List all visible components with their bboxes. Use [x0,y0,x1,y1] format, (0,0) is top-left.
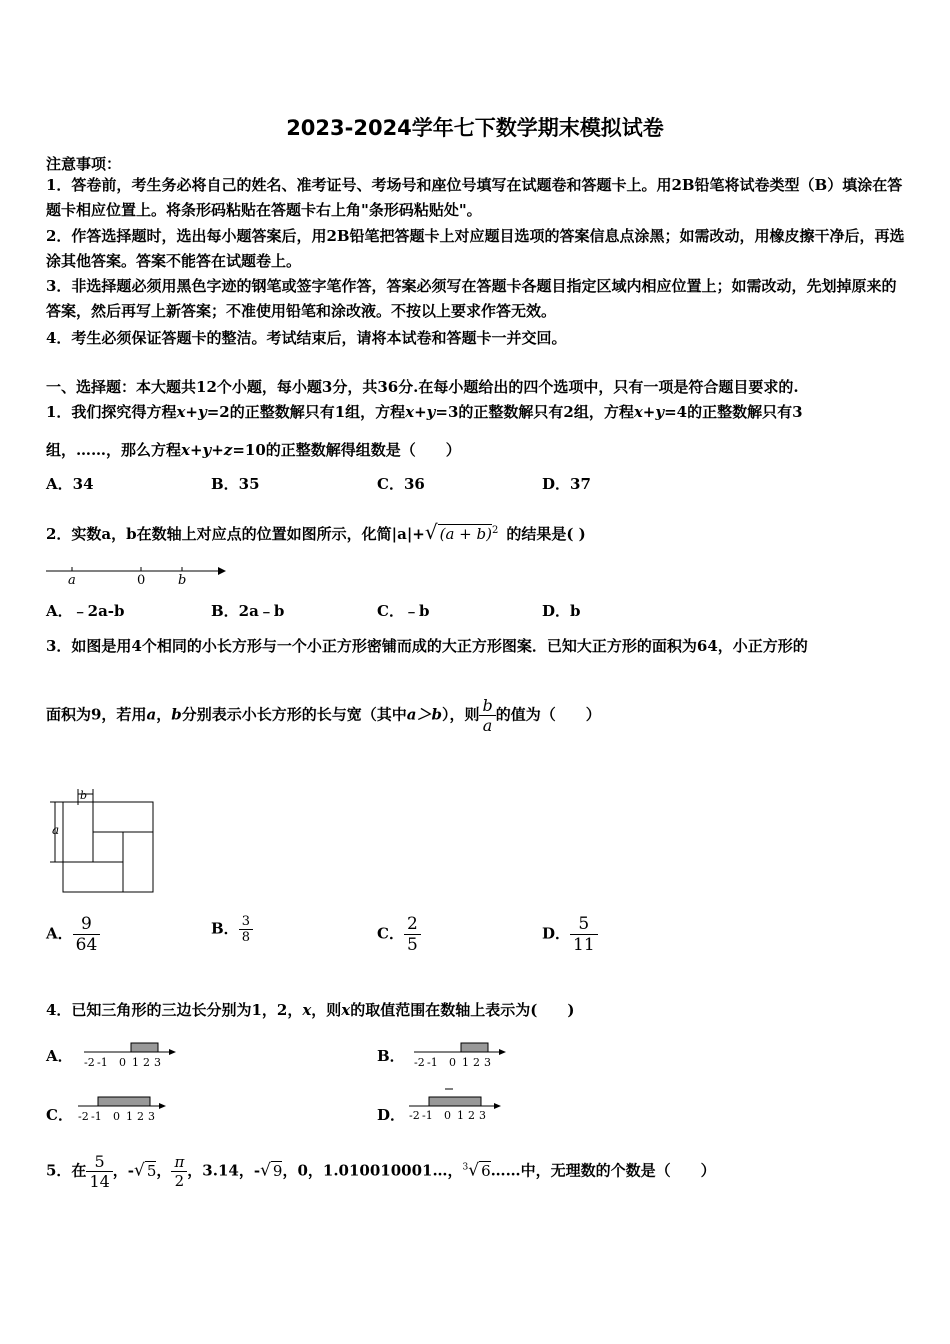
q3-line-1: 3．如图是用4个相同的小长方形与一个小正方形密铺而成的大正方形图案．已知大正方形的面积为64，小正方形的 [46,637,808,655]
svg-text:1: 1 [132,1056,139,1069]
svg-text:0: 0 [449,1056,456,1069]
svg-text:-1: -1 [91,1110,102,1123]
note-item-4: 4．考生必须保证答题卡的整洁。考试结束后，请将本试卷和答题卡一并交回。 [46,329,567,347]
svg-text:-1: -1 [427,1056,438,1069]
q4-option-b-axis [410,1038,510,1070]
svg-text:0: 0 [113,1110,120,1123]
q1-option-c: C．36 [377,475,425,493]
q3-option-b: B． $\frac{3}{8}$ [211,914,253,945]
q4-option-b-letter: B． [377,1047,405,1065]
note-item-3: 3．非选择题必须用黑色字迹的钢笔或签字笔作答，答案必须写在答题卡各题目指定区域内相应位置上；如需改动，先划掉原来的答案，然后再写上新答案；不准使用铅笔和涂改液。不按以上要求作答无效。 [46,277,897,320]
svg-text:3: 3 [148,1110,155,1123]
q1-line-2: 组，……，那么方程x+y+z=10的正整数解得组数是（ ） [46,441,461,459]
number-line-figure [44,560,234,588]
section-heading: 一、选择题：本大题共12个小题，每小题3分，共36分.在每小题给出的四个选项中，只有一项是符合题目要求的. [46,378,799,396]
svg-text:-2: -2 [84,1056,95,1069]
q2-line: 2．实数a，b在数轴上对应点的位置如图所示，化简|a|+√ $(a + b)^2$ 的结果是( ) [46,520,586,544]
svg-text:2: 2 [473,1056,480,1069]
svg-text:2: 2 [468,1109,475,1121]
svg-text:2: 2 [137,1110,144,1123]
q1-option-d: D．37 [542,475,591,493]
q5-line: 5．在 $\frac{5}{14}$ ，-√ 5， $\frac{\pi}{2}$ ，3.14，-√ 9，0，1.010010001…，$^3$√ 6……中，无理数的个数是（ ） [46,1152,716,1191]
svg-text:-2: -2 [78,1110,89,1123]
q4-option-c-axis [74,1092,174,1124]
q1-line-1: 1．我们探究得方程x+y=2的正整数解只有1组，方程x+y=3的正整数解只有2组，方程x+y=4的正整数解只有3 [46,403,803,421]
svg-text:2: 2 [143,1056,150,1069]
axis-label-b: b [178,573,187,588]
q4-option-d-letter: D． [377,1106,406,1124]
svg-text:3: 3 [479,1109,486,1121]
q3-option-a: A． $\frac{9}{64}$ [46,914,100,955]
svg-text:0: 0 [119,1056,126,1069]
q3-option-d: D． $\frac{5}{11}$ [542,914,598,955]
page-title: 2023-2024学年七下数学期末模拟试卷 [286,116,664,140]
svg-text:-2: -2 [409,1109,420,1121]
axis-label-0: 0 [137,573,146,588]
notes-heading: 注意事项： [46,155,122,173]
q1-option-b: B．35 [211,475,260,493]
q4-option-d-axis [405,1085,505,1121]
note-item-1: 1．答卷前，考生务必将自己的姓名、准考证号、考场号和座位号填写在试题卷和答题卡上。用2B铅笔将试卷类型（B）填涂在答题卡相应位置上。将条形码粘贴在答题卡右上角"条形码粘贴处"。 [46,176,903,219]
q4-line: 4．已知三角形的三边长分别为1，2，x，则x的取值范围在数轴上表示为( ) [46,1001,575,1019]
q3-line-2: 面积为9，若用a，b分别表示小长方形的长与宽（其中a＞b），则 $\frac{b}{a}$ 的值为（ ） [46,696,601,735]
svg-text:-1: -1 [97,1056,108,1069]
fig-label-b: b [80,789,88,802]
svg-text:3: 3 [484,1056,491,1069]
q2-option-c: C．﹣b [377,602,430,620]
note-item-2: 2．作答选择题时，选出每小题答案后，用2B铅笔把答题卡上对应题目选项的答案信息点涂黑；如需改动，用橡皮擦干净后，再选涂其他答案。答案不能答在试题卷上。 [46,227,905,270]
q4-option-a-letter: A． [46,1047,73,1065]
svg-text:-1: -1 [422,1109,433,1121]
svg-text:1: 1 [457,1109,464,1121]
svg-text:3: 3 [154,1056,161,1069]
fig-label-a: a [52,823,60,837]
sqrt-symbol: √ [424,520,438,544]
q2-option-d: D．b [542,602,581,620]
svg-text:-2: -2 [414,1056,425,1069]
q3-option-c: C． $\frac{2}{5}$ [377,914,421,955]
q4-option-c-letter: C． [46,1106,73,1124]
q2-option-a: A．﹣2a-b [46,602,125,620]
axis-label-a: a [68,573,76,588]
svg-text:1: 1 [462,1056,469,1069]
svg-text:1: 1 [126,1110,133,1123]
q1-option-a: A．34 [46,475,94,493]
q4-option-a-axis [80,1038,180,1070]
q2-option-b: B．2a﹣b [211,602,285,620]
tiling-square-figure [46,785,161,895]
svg-text:0: 0 [444,1109,451,1121]
